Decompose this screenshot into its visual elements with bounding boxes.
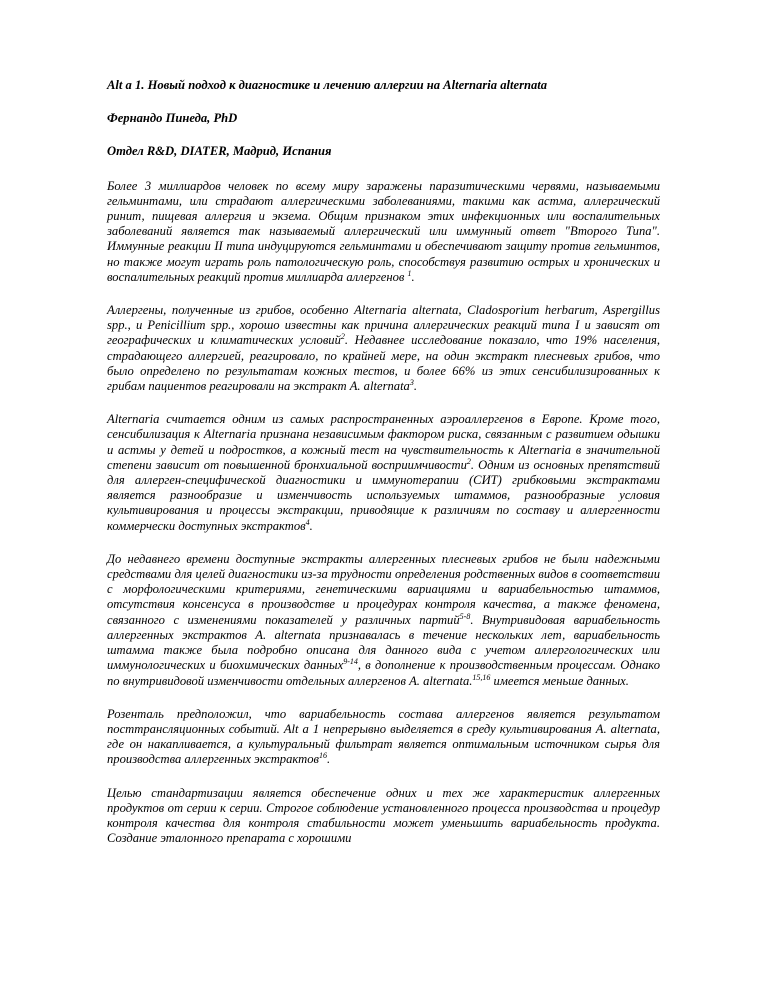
paragraph-text: . Недавнее исследование показало, что 19% населения, страдающего аллергией, реагировало, по крайней мере, на один экстракт плесневых грибов, что было определено по результатам кожных тестов, и более 66% из этих сенсибилизированных к грибам пациентов реагировали на экстракт A. alternata bbox=[107, 333, 660, 394]
document-author: Фернандо Пинеда, PhD bbox=[107, 111, 238, 126]
citation-superscript: 2 bbox=[340, 332, 345, 342]
citation-superscript: 2 bbox=[466, 456, 471, 466]
paragraph-text: . Внутривидовая вариабельность аллергенных экстрактов A. alternata признавалась в течение нескольких лет, вариабельность штамма также была подробно описана для данного вида с учетом аллергологических или иммунологических и биохимических данных bbox=[107, 612, 660, 673]
body-paragraph bbox=[107, 552, 660, 689]
document-affiliation: Отдел R&D, DIATER, Мадрид, Испания bbox=[107, 144, 332, 159]
paragraph-text: . Одним из основных препятствий для аллерген-специфической диагностики и иммунотерапии (СИТ) грибковыми экстрактами является разнообразие и изменчивость используемых штаммов, разнообразные условия культивирования и процессы экстракции, приводящие к различиям по составу и аллергенности коммерчески доступных экстрактов bbox=[107, 457, 660, 533]
paragraph-text: Более 3 миллиардов человек по всему миру заражены паразитическими червями, называемыми гельминтами, или страдают аллергическими заболеваниями, такими как астма, аллергический ринит, пищевая аллергия и экзема. Общим признаком этих инфекционных или воспалительных заболеваний является так называемый аллергический или иммунный ответ "Второго Типа". Иммунные реакции II типа индуцируются гельминтами и обеспечивают защиту против гельминтов, но также могут играть роль патологическую роль, способствуя развитию острых и хронических и воспалительных реакций против миллиарда аллергенов bbox=[107, 178, 660, 284]
paragraph-text: имеется меньше данных. bbox=[490, 673, 629, 688]
body-paragraph bbox=[107, 707, 660, 768]
document-page bbox=[107, 78, 660, 864]
citation-superscript: 16 bbox=[318, 751, 327, 761]
document-title: Alt a 1. Новый подход к диагностике и лечению аллергии на Alternaria alternata bbox=[107, 78, 548, 92]
paragraph-text: Alternaria считается одним из самых распространенных аэроаллергенов в Европе. Кроме того, сенсибилизация к Alternaria признана независимым фактором риска, связанным с развитием одышки и астмы у детей и подростков, а кожный тест на чувствительность к Alternaria в значительной степени зависит от повышенной бронхиальной восприимчивости bbox=[107, 412, 660, 472]
paragraph-text: . bbox=[326, 752, 331, 767]
citation-superscript: 4 bbox=[305, 517, 310, 527]
paragraph-text: Аллергены, полученные из грибов, особенно Alternaria alternata, Cladosporium herbarum, Aspergillus spp., и Penicillium spp., хорошо известны как причина аллергических реакций типа I и зависят от географических и климатических условий bbox=[107, 303, 660, 348]
body-paragraph bbox=[107, 412, 660, 534]
paragraph-text: Целью стандартизации является обеспечение одних и тех же характеристик аллергенных продуктов от серии к серии. Строгое соблюдение установленного процесса производства и процедур контроля качества для контроля стабильности может уменьшить вариабельность продукта. Создание эталонного препарата с хорошими bbox=[107, 785, 660, 846]
body-paragraph bbox=[107, 179, 660, 285]
document-body bbox=[107, 179, 660, 847]
citation-superscript: 1 bbox=[407, 268, 412, 278]
citation-superscript: 15,16 bbox=[472, 672, 491, 682]
paragraph-text: . bbox=[309, 518, 313, 533]
paragraph-text: Розенталь предположил, что вариабельность состава аллергенов является результатом посттрансляционных событий. Alt a 1 непрерывно выделяется в среду культивирования A. alternata, где он накапливается, а культуральный фильтрат является оптимальным источником сырья для производства аллергенных экстрактов bbox=[107, 706, 660, 767]
body-paragraph bbox=[107, 786, 660, 847]
citation-superscript: 9-14 bbox=[343, 657, 358, 667]
citation-superscript: 3 bbox=[409, 378, 414, 388]
paragraph-text: . bbox=[411, 269, 415, 284]
paragraph-text: До недавнего времени доступные экстракты аллергенных плесневых грибов не были надежными средствами для целей диагностики из-за трудности определения родственных видов в соответствии с морфологическими критериями, генетическими вариациями и вариабельностью штаммов, отсутствия консенсуса в производстве и процедурах контроля качества, а также феномена, связанного с изменениями показателей у различных партий bbox=[107, 551, 660, 627]
citation-superscript: 5-8 bbox=[459, 611, 471, 621]
body-paragraph bbox=[107, 303, 660, 394]
paragraph-text: , в дополнение к производственным процессам. Однако по внутривидовой изменчивости отдельных аллергенов A. alternata. bbox=[107, 658, 660, 688]
paragraph-text: . bbox=[413, 379, 418, 394]
